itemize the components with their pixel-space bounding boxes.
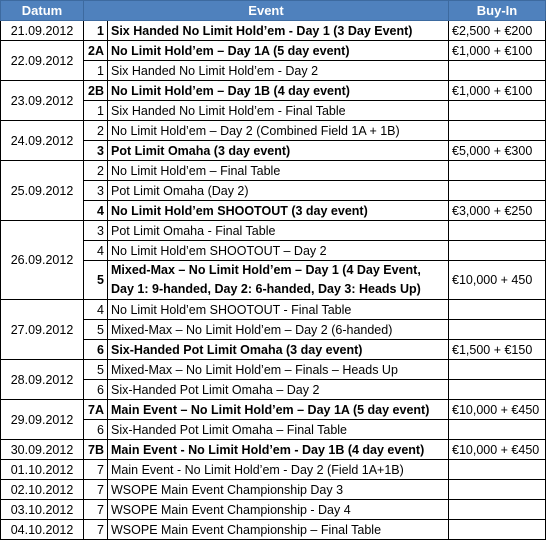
event-name: Six Handed No Limit Hold’em - Day 1 (3 Day Event) [108,21,449,41]
buyin-cell: €10,000 + €450 [449,440,546,460]
buyin-cell: €2,500 + €200 [449,21,546,41]
table-row [1,161,546,181]
table-row [1,360,546,380]
event-name: Six Handed No Limit Hold’em - Day 2 [108,61,449,81]
event-name: Main Event - No Limit Hold’em - Day 1B (4 day event) [108,440,449,460]
event-name: No Limit Hold’em SHOOTOUT – Day 2 [108,241,449,261]
date-cell: 21.09.2012 [1,21,84,41]
event-number: 4 [84,300,108,320]
buyin-cell: €10,000 + €450 [449,400,546,420]
buyin-cell [449,181,546,201]
buyin-cell: €1,500 + €150 [449,340,546,360]
table-row [1,121,546,141]
event-number: 7 [84,500,108,520]
buyin-cell [449,320,546,340]
event-number: 2 [84,121,108,141]
event-number: 5 [84,261,108,300]
event-number: 5 [84,320,108,340]
event-name: Six-Handed Pot Limit Omaha – Final Table [108,420,449,440]
header-row [1,1,546,21]
table-row [1,81,546,101]
buyin-cell [449,241,546,261]
event-name: No Limit Hold’em – Final Table [108,161,449,181]
buyin-cell [449,500,546,520]
event-name: Six-Handed Pot Limit Omaha (3 day event) [108,340,449,360]
date-cell: 01.10.2012 [1,460,84,480]
buyin-cell [449,480,546,500]
event-name: WSOPE Main Event Championship Day 3 [108,480,449,500]
event-name: WSOPE Main Event Championship – Final Table [108,520,449,540]
buyin-cell [449,360,546,380]
event-number: 4 [84,241,108,261]
event-name: No Limit Hold’em – Day 1B (4 day event) [108,81,449,101]
buyin-cell [449,121,546,141]
event-number: 7 [84,480,108,500]
date-cell: 27.09.2012 [1,300,84,360]
table-row [1,480,546,500]
event-name: Mixed-Max – No Limit Hold’em – Day 1 (4 Day Event, Day 1: 9-handed, Day 2: 6-handed, Day 3: Heads Up) [108,261,449,300]
date-cell: 28.09.2012 [1,360,84,400]
table-row [1,440,546,460]
buyin-cell: €3,000 + €250 [449,201,546,221]
table-row [1,400,546,420]
buyin-cell [449,300,546,320]
buyin-cell: €10,000 + 450 [449,261,546,300]
header-buyin: Buy-In [449,1,546,21]
event-number: 5 [84,360,108,380]
table-row [1,520,546,540]
date-cell: 23.09.2012 [1,81,84,121]
event-name: Pot Limit Omaha - Final Table [108,221,449,241]
event-number: 6 [84,420,108,440]
buyin-cell: €1,000 + €100 [449,81,546,101]
date-cell: 26.09.2012 [1,221,84,300]
event-name: No Limit Hold’em – Day 1A (5 day event) [108,41,449,61]
event-number: 3 [84,141,108,161]
table-row [1,21,546,41]
event-name: Mixed-Max – No Limit Hold’em – Finals – Heads Up [108,360,449,380]
date-cell: 25.09.2012 [1,161,84,221]
date-cell: 22.09.2012 [1,41,84,81]
header-event: Event [84,1,449,21]
event-name: Six-Handed Pot Limit Omaha – Day 2 [108,380,449,400]
buyin-cell [449,161,546,181]
event-number: 7A [84,400,108,420]
date-cell: 30.09.2012 [1,440,84,460]
schedule-body [1,21,546,540]
event-number: 3 [84,181,108,201]
event-number: 6 [84,340,108,360]
event-number: 2 [84,161,108,181]
event-name: Main Event - No Limit Hold’em - Day 2 (Field 1A+1B) [108,460,449,480]
event-number: 4 [84,201,108,221]
buyin-cell [449,61,546,81]
event-name: Pot Limit Omaha (3 day event) [108,141,449,161]
event-number: 7 [84,460,108,480]
event-name: Pot Limit Omaha (Day 2) [108,181,449,201]
buyin-cell [449,460,546,480]
event-number: 2B [84,81,108,101]
table-row [1,500,546,520]
table-row [1,41,546,61]
table-row [1,460,546,480]
date-cell: 04.10.2012 [1,520,84,540]
event-name: Main Event – No Limit Hold’em – Day 1A (5 day event) [108,400,449,420]
event-number: 2A [84,41,108,61]
event-name: Mixed-Max – No Limit Hold’em – Day 2 (6-handed) [108,320,449,340]
buyin-cell [449,221,546,241]
event-number: 7 [84,520,108,540]
event-number: 7B [84,440,108,460]
event-name: No Limit Hold’em SHOOTOUT - Final Table [108,300,449,320]
header-date: Datum [1,1,84,21]
event-number: 6 [84,380,108,400]
event-name: No Limit Hold’em SHOOTOUT (3 day event) [108,201,449,221]
buyin-cell [449,380,546,400]
table-row [1,300,546,320]
date-cell: 29.09.2012 [1,400,84,440]
event-name: Six Handed No Limit Hold’em - Final Table [108,101,449,121]
date-cell: 24.09.2012 [1,121,84,161]
event-name: No Limit Hold’em – Day 2 (Combined Field 1A + 1B) [108,121,449,141]
buyin-cell: €1,000 + €100 [449,41,546,61]
buyin-cell [449,420,546,440]
buyin-cell [449,101,546,121]
buyin-cell: €5,000 + €300 [449,141,546,161]
event-number: 1 [84,101,108,121]
date-cell: 03.10.2012 [1,500,84,520]
event-number: 1 [84,61,108,81]
event-number: 3 [84,221,108,241]
event-number: 1 [84,21,108,41]
event-name: WSOPE Main Event Championship - Day 4 [108,500,449,520]
table-row [1,221,546,241]
buyin-cell [449,520,546,540]
date-cell: 02.10.2012 [1,480,84,500]
